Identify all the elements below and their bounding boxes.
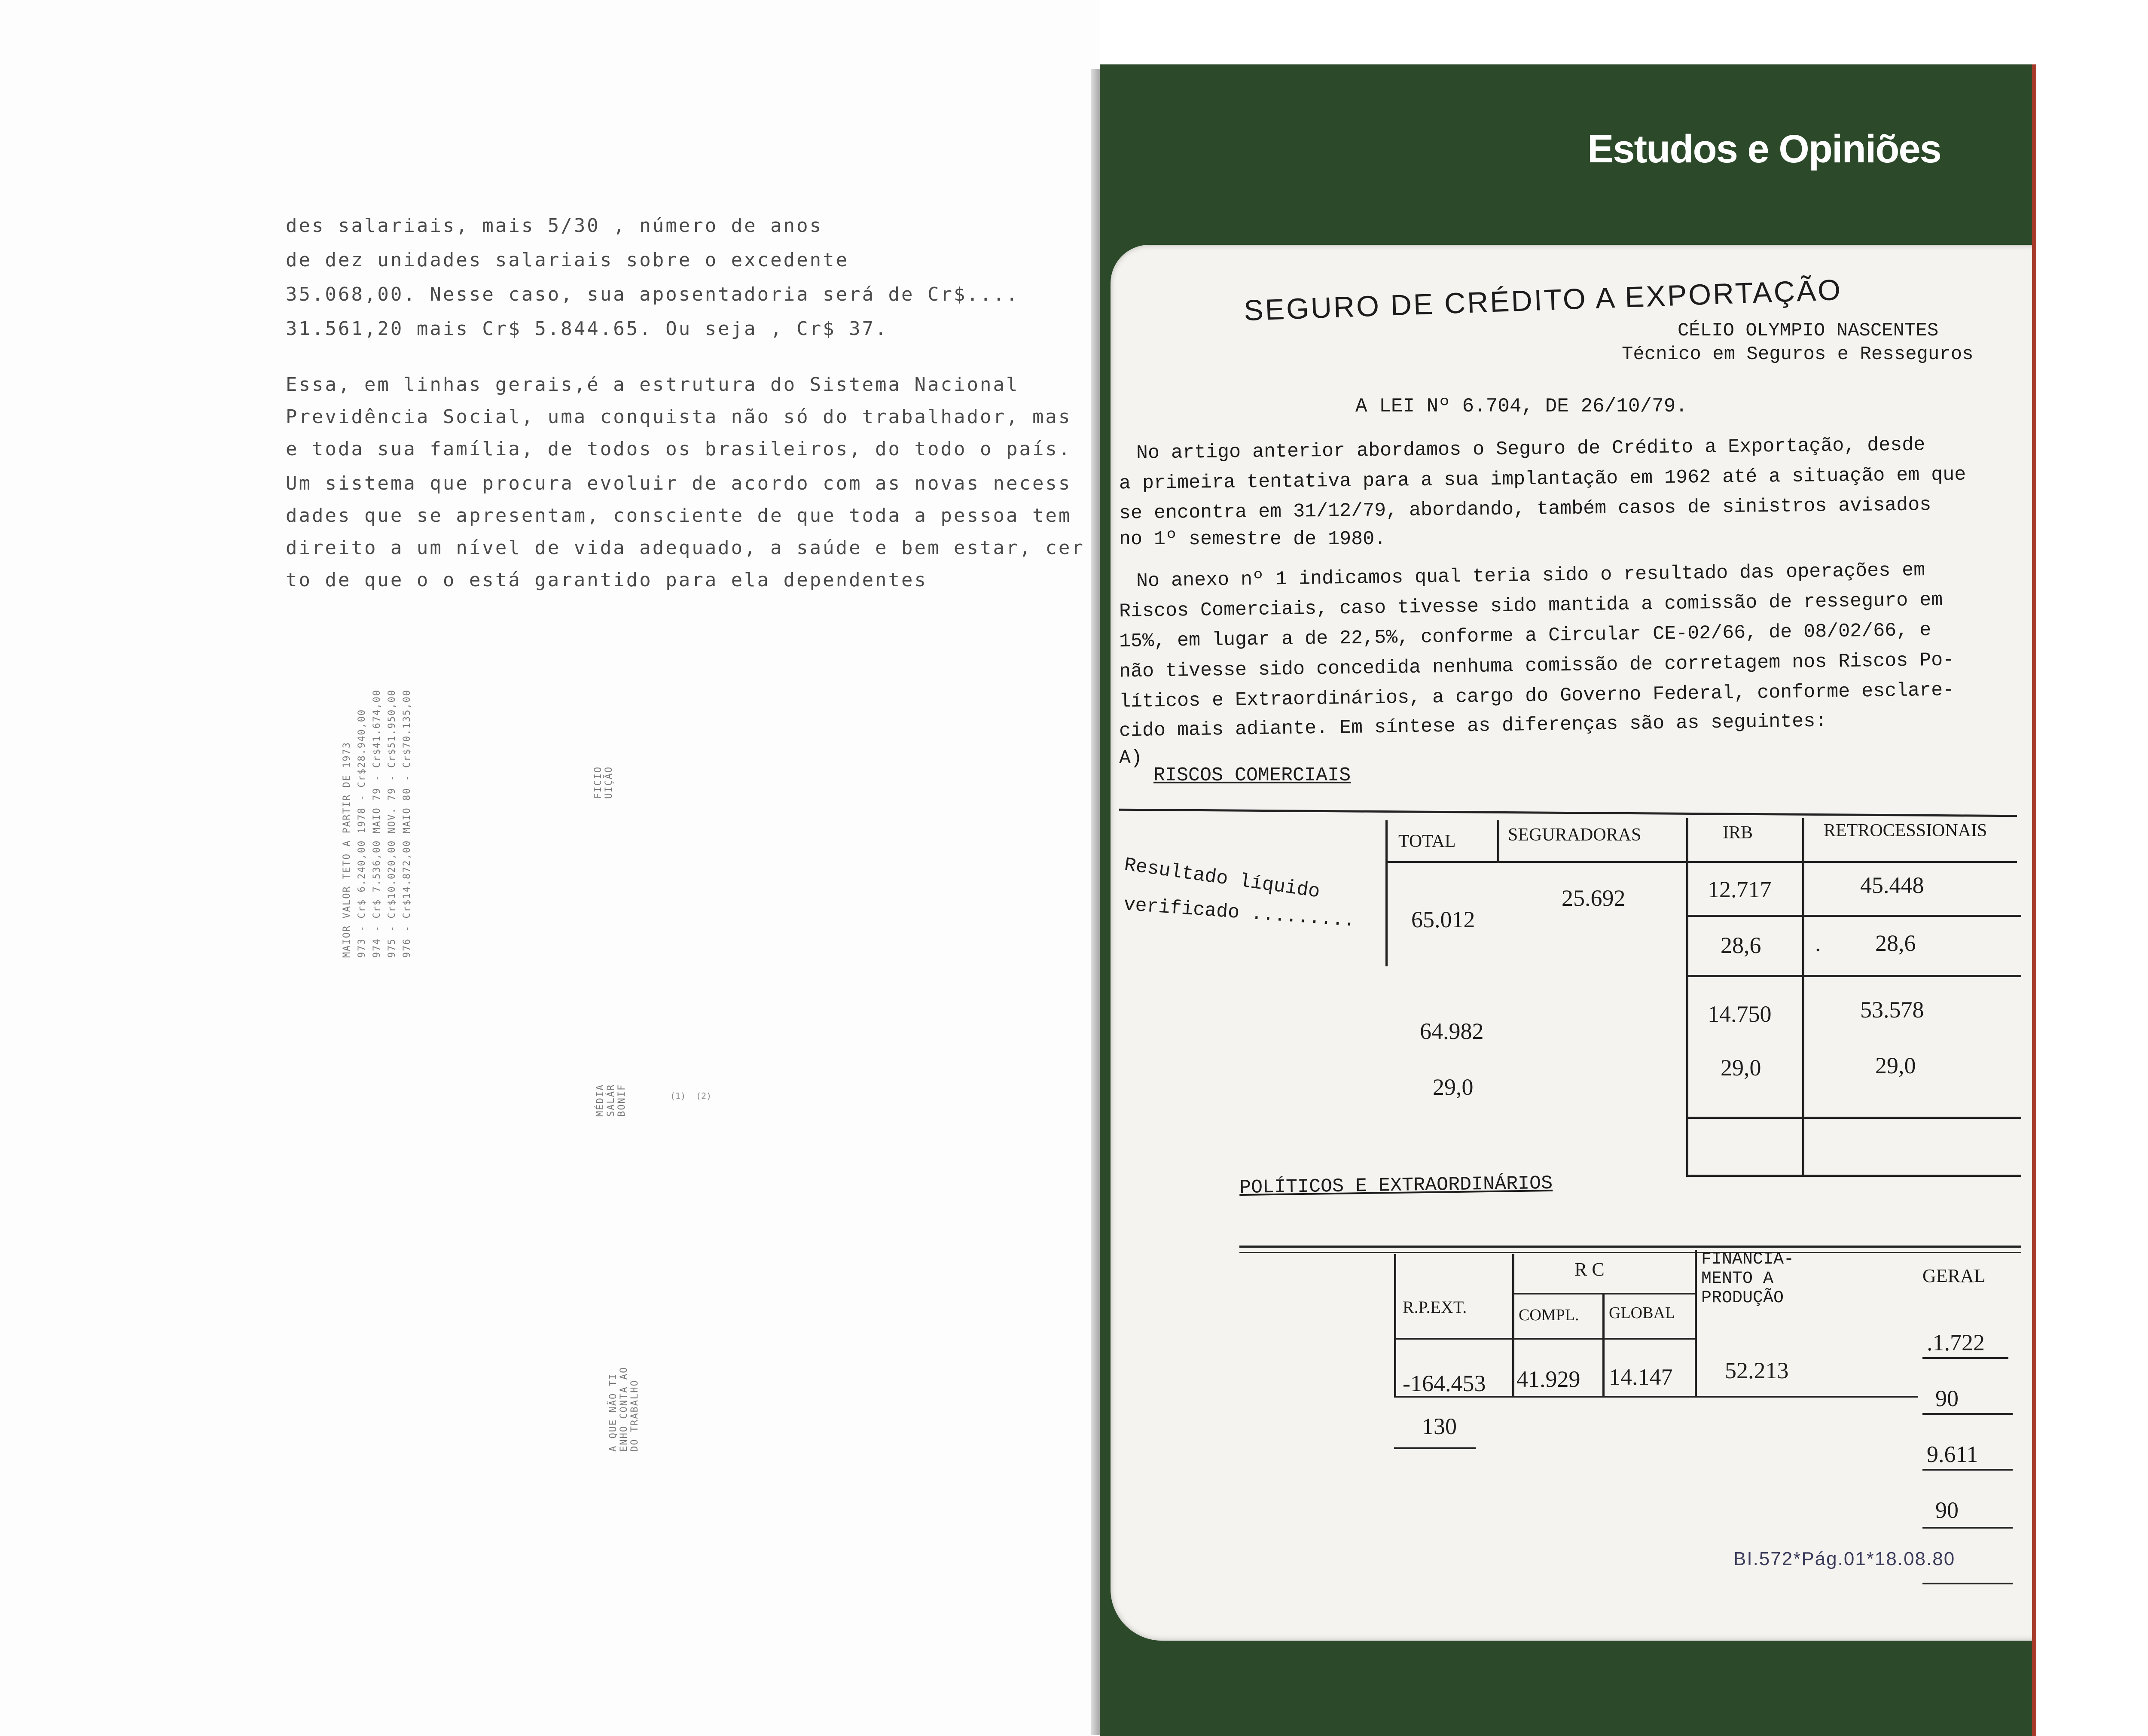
table-header-seguradoras: SEGURADORAS [1508, 825, 1642, 845]
section-a-title: RISCOS COMERCIAIS [1153, 764, 1351, 786]
faint-fragment: UIÇÃO [604, 766, 614, 799]
faint-fragment: FICIO [593, 766, 604, 799]
paragraph-line: No artigo anterior abordamos o Seguro de Crédito a Exportação, desde [1136, 434, 1925, 464]
table-cell: 14.750 [1708, 1001, 1772, 1027]
table-header-financiamento: PRODUÇÃO [1701, 1288, 1784, 1308]
footer-reference: BI.572*Pág.01*18.08.80 [1733, 1548, 1956, 1569]
table-cell: -164.453 [1403, 1371, 1486, 1396]
table-header-rpext: R.P.EXT. [1403, 1297, 1467, 1317]
faint-fragment: A QUE NÃO TI [608, 1373, 619, 1452]
table-header-geral: GERAL [1922, 1265, 1986, 1286]
table-cell: 14.147 [1609, 1364, 1673, 1390]
table-cell: 64.982 [1420, 1018, 1484, 1044]
table-rule [1385, 861, 2017, 863]
left-text-line: Essa, em linhas gerais,é a estrutura do Sistema Nacional [286, 374, 1019, 396]
left-text-line: Um sistema que procura evoluir de acordo com as novas necess [286, 472, 1072, 494]
paragraph-line: 15%, em lugar a de 22,5%, conforme a Circular CE-02/66, de 08/02/66, e [1119, 619, 1931, 653]
table-header-total: TOTAL [1398, 831, 1456, 851]
faint-fragment: ENHO CONTA AO [619, 1366, 629, 1452]
table-cell: 29,0 [1875, 1053, 1916, 1078]
left-text-line: 31.561,20 mais Cr$ 5.844.65. Ou seja , Cr$ 37. [286, 318, 888, 340]
table-rule [1239, 1246, 2021, 1248]
table-rule [1239, 1252, 2021, 1253]
table-rule [1686, 915, 2021, 917]
paragraph-line: Riscos Comerciais, caso tivesse sido mantida a comissão de resseguro em [1119, 589, 1943, 623]
table-rule [1119, 809, 2017, 817]
table-cell: 29,0 [1433, 1074, 1474, 1100]
table-rule [1922, 1527, 2013, 1529]
faint-fragment: MÉDIA [595, 1084, 606, 1117]
author-name: CÉLIO OLYMPIO NASCENTES [1678, 320, 1939, 341]
vertical-table-row: 976 - Cr$14.872,00 MAIO 80 - Cr$70.135,00 [402, 689, 412, 958]
table-header-rc: R C [1574, 1259, 1605, 1280]
table-cell: 52.213 [1725, 1358, 1789, 1383]
table-cell: . [1815, 930, 1821, 956]
table-rule [1922, 1583, 2013, 1584]
section-header-title: Estudos e Opiniões [1587, 127, 1941, 171]
table-cell: 130 [1422, 1413, 1457, 1439]
author-role: Técnico em Seguros e Resseguros [1622, 344, 1974, 365]
table-cell: 90 [1935, 1497, 1959, 1523]
table-cell: 45.448 [1860, 872, 1924, 898]
paragraph-line: não tivesse sido concedida nenhuma comissão de corretagem nos Riscos Po- [1119, 649, 1955, 683]
table-rule [1385, 820, 1388, 966]
table-rule [1802, 818, 1804, 1175]
table-rule [1695, 1250, 1697, 1396]
table-rule [1922, 1469, 2013, 1471]
section-b-title: POLÍTICOS E EXTRAORDINÁRIOS [1239, 1172, 1553, 1199]
vertical-table-title: MAIOR VALOR TETO A PARTIR DE 1973 [342, 741, 352, 958]
table-cell: 28,6 [1875, 930, 1916, 956]
left-text-line: e toda sua família, de todos os brasileiros, do todo o país. [286, 438, 1072, 460]
table-header-irb: IRB [1723, 823, 1753, 843]
table-rule [1922, 1357, 2008, 1359]
table-cell: 12.717 [1708, 877, 1772, 902]
faint-fragment: SALÁR [606, 1084, 616, 1117]
table-rule [1686, 1175, 2021, 1177]
table-cell: .1.722 [1927, 1330, 1985, 1355]
table-rule [1394, 1254, 1396, 1396]
left-text-line: to de que o o está garantido para ela dependentes [286, 569, 928, 591]
table-rule [1512, 1254, 1514, 1396]
vertical-table-row: 975 - Cr$10.020,00 NOV. 79 - Cr$51.950,00 [387, 689, 397, 958]
table-header-financiamento: FINANCIA- [1701, 1250, 1794, 1269]
page-edge [2032, 64, 2036, 1736]
table-header-global: GLOBAL [1609, 1304, 1675, 1322]
table-rule [1686, 1117, 2021, 1119]
table-header-financiamento: MENTO A [1701, 1269, 1774, 1288]
document-title: SEGURO DE CRÉDITO A EXPORTAÇÃO [1243, 273, 1843, 327]
row-label: verificado ......... [1123, 894, 1356, 932]
table-cell: 25.692 [1562, 885, 1626, 911]
vertical-table-row: 974 - Cr$ 7.536,00 MAIO 79 - Cr$41.674,00 [372, 689, 382, 958]
left-text-line: 35.068,00. Nesse caso, sua aposentadoria será de Cr$.... [286, 283, 1019, 305]
paragraph-line: cido mais adiante. Em síntese as diferenças são as seguintes: [1119, 710, 1827, 742]
table-rule [1512, 1293, 1695, 1294]
row-label: Resultado líquido [1123, 854, 1321, 903]
table-rule [1394, 1338, 1695, 1340]
faint-fragment: DO TRABALHO [629, 1380, 640, 1452]
paragraph-line: líticos e Extraordinários, a cargo do Governo Federal, conforme esclare- [1119, 679, 1955, 713]
paragraph-line: se encontra em 31/12/79, abordando, também casos de sinistros avisados [1119, 494, 1931, 524]
document-sheet [1111, 245, 2036, 1641]
vertical-table-row: 973 - Cr$ 6.240,00 1978 - Cr$28.940,00 [357, 709, 367, 958]
table-rule [1497, 820, 1499, 863]
table-cell: 41.929 [1516, 1366, 1580, 1392]
table-cell: 65.012 [1411, 907, 1475, 932]
table-rule [1394, 1447, 1476, 1449]
left-text-line: des salariais, mais 5/30 , número de anos [286, 215, 823, 237]
right-page [1100, 64, 2036, 1736]
table-cell: 28,6 [1721, 932, 1761, 958]
table-rule [1686, 975, 2021, 977]
table-rule [1686, 818, 1688, 1175]
table-cell: 53.578 [1860, 997, 1924, 1023]
paragraph-line: No anexo nº 1 indicamos qual teria sido o resultado das operações em [1136, 559, 1925, 592]
table-header-compl: COMPL. [1519, 1306, 1579, 1324]
paragraph-line: a primeira tentativa para a sua implantação em 1962 até a situação em que [1119, 463, 1966, 495]
law-reference: A LEI Nº 6.704, DE 26/10/79. [1355, 395, 1687, 417]
table-rule [1922, 1413, 2013, 1415]
table-rule [1602, 1293, 1605, 1396]
faint-fragment: (2) [696, 1091, 712, 1101]
table-cell: 9.611 [1927, 1441, 1978, 1467]
faint-fragment: BONIF [616, 1084, 627, 1117]
table-cell: 90 [1935, 1386, 1959, 1411]
faint-fragment: (1) [670, 1091, 686, 1101]
left-text-line: de dez unidades salariais sobre o excedente [286, 249, 849, 271]
left-text-line: dades que se apresentam, consciente de que toda a pessoa tem [286, 505, 1072, 527]
left-text-line: direito a um nível de vida adequado, a saúde e bem estar, cer [286, 537, 1085, 559]
table-header-retrocessionais: RETROCESSIONAIS [1824, 821, 1987, 841]
paragraph-line: no 1º semestre de 1980. [1119, 528, 1386, 550]
section-a-label: A) [1119, 747, 1143, 769]
left-text-line: Previdência Social, uma conquista não só do trabalhador, mas [286, 406, 1072, 428]
table-cell: 29,0 [1721, 1055, 1761, 1081]
